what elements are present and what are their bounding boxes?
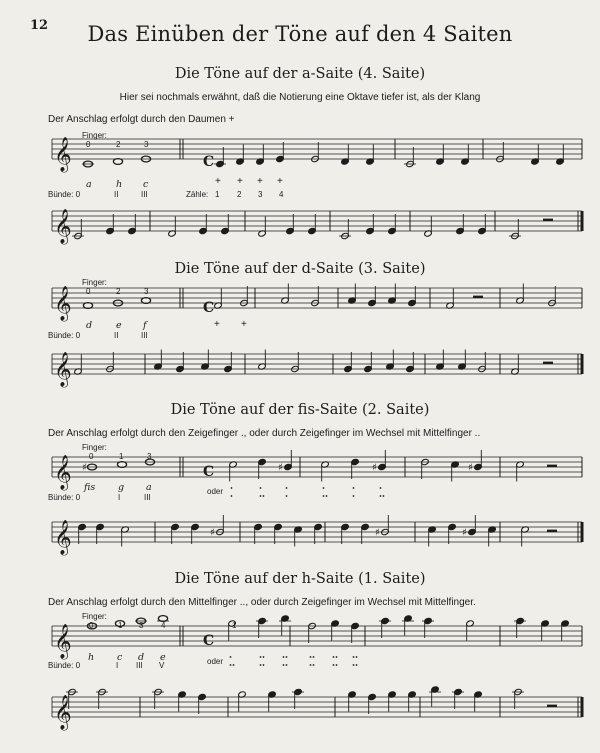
treble-clef: 𝄞: [54, 286, 72, 321]
whole-note: [83, 303, 92, 309]
plus-mark: +: [241, 319, 247, 330]
note-name: h: [88, 652, 95, 663]
finger-dot: [333, 664, 335, 666]
plus-mark: +: [214, 319, 220, 330]
section-heading-h-string: Die Töne auf der h-Saite (1. Saite): [174, 571, 426, 587]
finger-dot: [323, 487, 325, 489]
finger-number: 3: [144, 140, 149, 149]
oder-label: oder: [207, 487, 224, 496]
finger-dot: [336, 664, 338, 666]
count-number: 3: [258, 190, 263, 199]
note-name: a: [146, 482, 152, 493]
whole-note: [117, 462, 126, 468]
fret-label: Bünde: 0: [48, 661, 81, 670]
finger-dot: [310, 664, 312, 666]
time-signature: C: [203, 300, 215, 316]
half-rest: [547, 530, 557, 532]
finger-label: Finger:: [82, 612, 107, 621]
stroke-instruction: Der Anschlag erfolgt durch den Zeigefinger ., oder durch Zeigefinger im Wechsel mit Mittelfinger ..: [48, 428, 481, 439]
count-number: 1: [215, 190, 220, 199]
time-signature: C: [203, 464, 215, 480]
fret-number: I: [116, 661, 119, 670]
fret-number: II: [114, 331, 119, 340]
finger-number: 1: [118, 621, 123, 630]
finger-dot: [263, 495, 265, 497]
finger-number: 1: [119, 452, 124, 461]
finger-dot: [233, 664, 235, 666]
finger-dot: [310, 656, 312, 658]
finger-dot: [260, 495, 262, 497]
finger-dot: [260, 664, 262, 666]
note-name: e: [116, 320, 122, 331]
finger-dot: [383, 495, 385, 497]
finger-dot: [286, 656, 288, 658]
finger-dot: [326, 495, 328, 497]
note-name: d: [86, 320, 93, 331]
fret-number: I: [118, 493, 121, 502]
count-number: 4: [279, 190, 284, 199]
finger-label: Finger:: [82, 131, 107, 140]
treble-clef: 𝄞: [54, 695, 72, 730]
finger-dot: [353, 487, 355, 489]
finger-number: 2: [116, 287, 121, 296]
sharp-sign: ♯: [375, 527, 380, 539]
treble-clef: 𝄞: [54, 624, 72, 659]
finger-dot: [263, 664, 265, 666]
finger-dot: [380, 487, 382, 489]
half-rest: [543, 219, 553, 221]
finger-number: 3: [144, 287, 149, 296]
finger-dot: [230, 664, 232, 666]
plus-mark: +: [277, 176, 283, 187]
finger-dot: [323, 495, 325, 497]
treble-clef: 𝄞: [54, 137, 72, 172]
whole-note: [141, 298, 150, 304]
staff-systems: [52, 137, 582, 731]
count-label: Zähle:: [186, 190, 209, 199]
sharp-sign: ♯: [462, 527, 467, 539]
finger-dot: [263, 656, 265, 658]
whole-note: [113, 159, 122, 165]
finger-number: 0: [86, 140, 91, 149]
finger-number: 3: [147, 452, 152, 461]
fret-number: III: [141, 331, 148, 340]
finger-dot: [286, 487, 288, 489]
treble-clef: 𝄞: [54, 520, 72, 555]
stroke-instruction: Der Anschlag erfolgt durch den Daumen +: [48, 114, 235, 125]
finger-dot: [231, 487, 233, 489]
finger-dot: [353, 495, 355, 497]
page-title: Das Einüben der Töne auf den 4 Saiten: [87, 22, 513, 46]
finger-number: 4: [161, 621, 166, 630]
fret-number: V: [159, 661, 165, 670]
fret-label: Bünde: 0: [48, 493, 81, 502]
finger-dot: [353, 664, 355, 666]
half-rest: [473, 296, 483, 298]
finger-dot: [260, 487, 262, 489]
oder-label: oder: [207, 657, 224, 666]
finger-dot: [283, 656, 285, 658]
finger-number: 0: [86, 287, 91, 296]
finger-number: 2: [116, 140, 121, 149]
sharp-sign: ♯: [468, 462, 473, 474]
note-name: e: [160, 652, 166, 663]
note-name: f: [143, 320, 147, 331]
finger-dot: [353, 656, 355, 658]
page-number: 12: [30, 18, 49, 33]
finger-dot: [356, 656, 358, 658]
finger-dot: [336, 656, 338, 658]
finger-number: 3: [139, 621, 144, 630]
fret-number: III: [144, 493, 151, 502]
finger-dot: [333, 656, 335, 658]
finger-number: 0: [89, 452, 94, 461]
sharp-sign: ♯: [372, 462, 377, 474]
fret-number: III: [136, 661, 143, 670]
plus-mark: +: [257, 176, 263, 187]
note-name: d: [138, 652, 145, 663]
stroke-instruction: Der Anschlag erfolgt durch den Mittelfinger .., oder durch Zeigefinger im Wechsel mit Mittelfinger.: [48, 597, 476, 608]
treble-clef: 𝄞: [54, 352, 72, 387]
finger-number: 0: [89, 621, 94, 630]
note-name: c: [117, 652, 123, 663]
finger-dot: [286, 495, 288, 497]
finger-dot: [380, 495, 382, 497]
count-number: 2: [237, 190, 242, 199]
finger-dot: [260, 656, 262, 658]
finger-dot: [313, 664, 315, 666]
plus-mark: +: [215, 176, 221, 187]
half-rest: [547, 465, 557, 467]
note-name: fis: [84, 482, 96, 493]
note-name: h: [116, 179, 123, 190]
half-rest: [543, 362, 553, 364]
fret-label: Bünde: 0: [48, 331, 81, 340]
half-rest: [547, 705, 557, 707]
time-signature: C: [203, 154, 215, 170]
note-name: c: [143, 179, 149, 190]
section-heading-a-string: Die Töne auf der a-Saite (4. Saite): [174, 66, 426, 82]
sharp-sign: ♯: [278, 462, 283, 474]
octave-note: Hier sei nochmals erwähnt, daß die Notierung eine Oktave tiefer ist, als der Klang: [119, 92, 481, 103]
finger-dot: [313, 656, 315, 658]
finger-dot: [356, 664, 358, 666]
treble-clef: 𝄞: [54, 209, 72, 244]
section-heading-fis-string: Die Töne auf der fis-Saite (2. Saite): [170, 402, 430, 418]
sharp-sign: ♯: [210, 527, 215, 539]
fret-number: II: [114, 190, 119, 199]
plus-mark: +: [237, 176, 243, 187]
finger-dot: [283, 664, 285, 666]
finger-label: Finger:: [82, 443, 107, 452]
finger-dot: [286, 664, 288, 666]
time-signature: C: [203, 633, 215, 649]
note-name: g: [118, 482, 125, 493]
sharp-sign: ♯: [82, 462, 87, 474]
finger-label: Finger:: [82, 278, 107, 287]
note-name: a: [86, 179, 92, 190]
finger-number: 1: [232, 621, 237, 630]
section-heading-d-string: Die Töne auf der d-Saite (3. Saite): [174, 261, 426, 277]
fret-label: Bünde: 0: [48, 190, 81, 199]
treble-clef: 𝄞: [54, 455, 72, 490]
finger-dot: [231, 495, 233, 497]
finger-dot: [230, 656, 232, 658]
fret-number: III: [141, 190, 148, 199]
